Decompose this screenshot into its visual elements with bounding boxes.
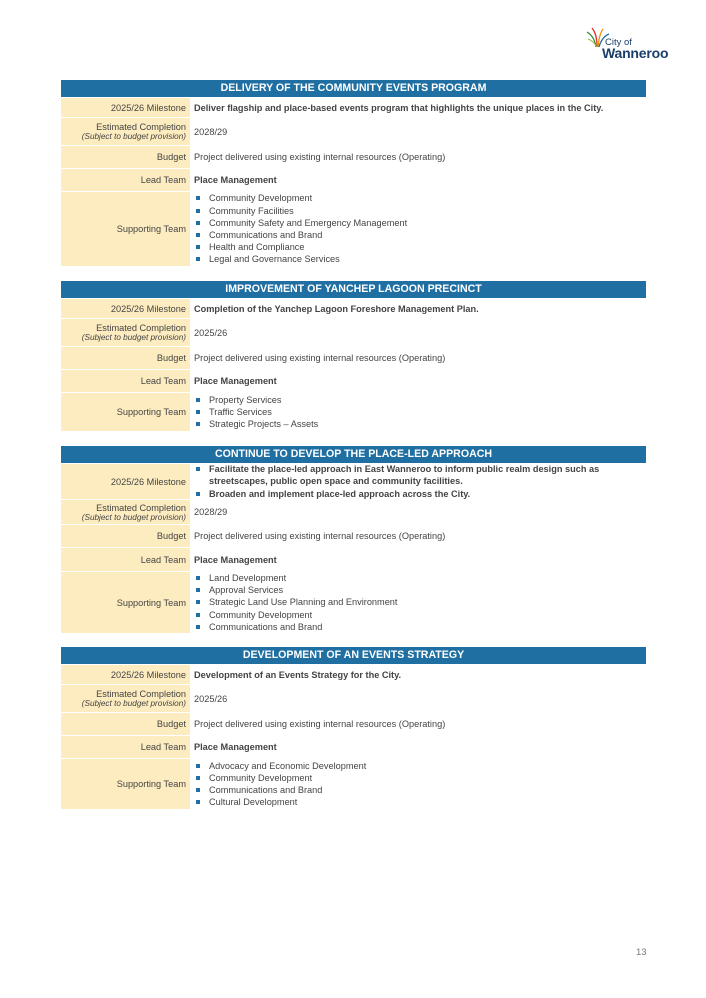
completion-label-text: Estimated Completion bbox=[96, 323, 186, 333]
list-item: Community Safety and Emergency Management bbox=[194, 217, 646, 229]
list-item: Cultural Development bbox=[194, 796, 646, 808]
list-item: Advocacy and Economic Development bbox=[194, 760, 646, 772]
section-community-events bbox=[61, 80, 646, 266]
supporting-team-value bbox=[190, 572, 646, 633]
completion-note: (Subject to budget provision) bbox=[81, 333, 186, 342]
supporting-team-list bbox=[194, 394, 646, 431]
milestone-list bbox=[194, 463, 646, 500]
milestone-label: 2025/26 Milestone bbox=[61, 98, 190, 117]
completion-value: 2028/29 bbox=[194, 507, 228, 517]
list-item: Land Development bbox=[194, 572, 646, 584]
list-item: Communications and Brand bbox=[194, 621, 646, 633]
completion-label-text: Estimated Completion bbox=[96, 502, 186, 513]
section-header: DEVELOPMENT OF AN EVENTS STRATEGY bbox=[61, 647, 646, 664]
section-events-strategy bbox=[61, 647, 646, 809]
list-item: Community Facilities bbox=[194, 205, 646, 217]
list-item: Property Services bbox=[194, 394, 646, 406]
completion-value: 2028/29 bbox=[194, 126, 228, 137]
milestone-value bbox=[190, 464, 646, 499]
page-number: 13 bbox=[636, 947, 647, 958]
completion-label bbox=[61, 685, 190, 712]
budget-label: Budget bbox=[61, 525, 190, 547]
completion-label bbox=[61, 118, 190, 145]
budget-value: Project delivered using existing internal resources (Operating) bbox=[194, 719, 446, 729]
supporting-team-value bbox=[190, 192, 646, 266]
lead-team-value: Place Management bbox=[194, 175, 277, 185]
supporting-team-label: Supporting Team bbox=[61, 759, 190, 809]
completion-note: (Subject to budget provision) bbox=[81, 132, 186, 141]
list-item: Strategic Projects – Assets bbox=[194, 418, 646, 430]
completion-label-text: Estimated Completion bbox=[96, 122, 186, 132]
list-item: Traffic Services bbox=[194, 406, 646, 418]
city-logo bbox=[586, 26, 672, 62]
lead-team-value: Place Management bbox=[194, 554, 277, 565]
completion-value: 2025/26 bbox=[194, 693, 228, 704]
section-header: IMPROVEMENT OF YANCHEP LAGOON PRECINCT bbox=[61, 281, 646, 298]
supporting-team-list bbox=[194, 760, 646, 809]
supporting-team-value bbox=[190, 393, 646, 431]
logo-line-1: City of bbox=[605, 37, 632, 48]
supporting-team-label: Supporting Team bbox=[61, 572, 190, 633]
list-item: Communications and Brand bbox=[194, 229, 646, 241]
list-item: Health and Compliance bbox=[194, 241, 646, 253]
supporting-team-list bbox=[194, 572, 646, 633]
lead-team-value: Place Management bbox=[194, 742, 277, 752]
budget-value: Project delivered using existing internal resources (Operating) bbox=[194, 152, 446, 162]
logo-line-2: Wanneroo bbox=[602, 45, 669, 61]
lead-team-label: Lead Team bbox=[61, 548, 190, 571]
budget-value: Project delivered using existing internal resources (Operating) bbox=[194, 353, 446, 363]
completion-label bbox=[61, 500, 190, 524]
supporting-team-list bbox=[194, 192, 646, 265]
budget-label: Budget bbox=[61, 713, 190, 735]
list-item: Broaden and implement place-led approach across the City. bbox=[194, 488, 646, 500]
section-place-led-approach bbox=[61, 446, 646, 633]
budget-label: Budget bbox=[61, 347, 190, 369]
completion-value: 2025/26 bbox=[194, 327, 228, 338]
milestone-value: Completion of the Yanchep Lagoon Foreshore Management Plan. bbox=[194, 303, 479, 314]
milestone-value: Deliver flagship and place-based events program that highlights the unique places in the City. bbox=[194, 102, 604, 113]
list-item: Approval Services bbox=[194, 584, 646, 596]
list-item: Community Development bbox=[194, 192, 646, 204]
section-yanchep-lagoon bbox=[61, 281, 646, 431]
list-item: Strategic Land Use Planning and Environment bbox=[194, 596, 646, 608]
supporting-team-value bbox=[190, 759, 646, 809]
milestone-label: 2025/26 Milestone bbox=[61, 464, 190, 499]
lead-team-label: Lead Team bbox=[61, 736, 190, 758]
completion-note: (Subject to budget provision) bbox=[81, 699, 186, 708]
milestone-label: 2025/26 Milestone bbox=[61, 299, 190, 318]
completion-label bbox=[61, 319, 190, 346]
budget-label: Budget bbox=[61, 146, 190, 168]
list-item: Legal and Governance Services bbox=[194, 253, 646, 265]
budget-value: Project delivered using existing internal resources (Operating) bbox=[194, 531, 446, 541]
section-header: DELIVERY OF THE COMMUNITY EVENTS PROGRAM bbox=[61, 80, 646, 97]
milestone-value: Development of an Events Strategy for the City. bbox=[194, 669, 402, 680]
section-header: CONTINUE TO DEVELOP THE PLACE-LED APPROACH bbox=[61, 446, 646, 463]
completion-note: (Subject to budget provision) bbox=[81, 512, 186, 522]
list-item: Community Development bbox=[194, 609, 646, 621]
lead-team-label: Lead Team bbox=[61, 169, 190, 191]
supporting-team-label: Supporting Team bbox=[61, 393, 190, 431]
milestone-label: 2025/26 Milestone bbox=[61, 665, 190, 684]
lead-team-value: Place Management bbox=[194, 376, 277, 386]
supporting-team-label: Supporting Team bbox=[61, 192, 190, 266]
completion-label-text: Estimated Completion bbox=[96, 689, 186, 699]
lead-team-label: Lead Team bbox=[61, 370, 190, 392]
list-item: Facilitate the place-led approach in East Wanneroo to inform public realm design such as streetscapes, public open space and community facilities. bbox=[194, 463, 646, 487]
list-item: Community Development bbox=[194, 772, 646, 784]
list-item: Communications and Brand bbox=[194, 784, 646, 796]
